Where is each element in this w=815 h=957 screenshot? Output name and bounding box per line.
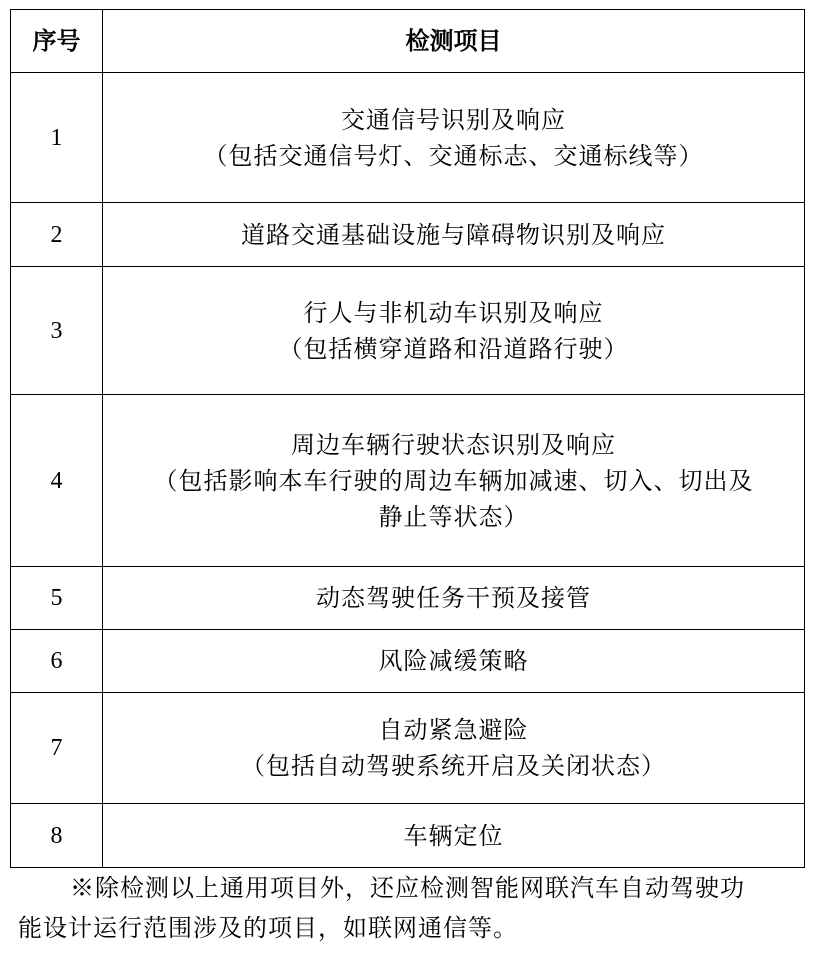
item-line: （包括交通信号灯、交通标志、交通标线等） [203, 141, 704, 170]
footnote-line-2: 能设计运行范围涉及的项目，如联网通信等。 [18, 914, 518, 942]
item-line: 周边车辆行驶状态识别及响应 [291, 430, 616, 459]
row-item [103, 267, 805, 395]
item-line: （包括横穿道路和沿道路行驶） [278, 334, 629, 363]
row-index: 4 [11, 395, 103, 567]
table-row [11, 73, 805, 203]
row-index: 3 [11, 267, 103, 395]
item-line: （包括自动驾驶系统开启及关闭状态） [241, 752, 666, 780]
table-row [11, 203, 805, 267]
row-item [103, 804, 805, 868]
row-item [103, 395, 805, 567]
footnote-line-1: ※除检测以上通用项目外，还应检测智能网联汽车自动驾驶功 [70, 874, 745, 902]
row-index: 7 [11, 693, 103, 804]
row-index: 8 [11, 804, 103, 868]
item-line: 自动紧急避险 [378, 716, 529, 744]
item-line: 道路交通基础设施与障碍物识别及响应 [241, 220, 666, 249]
inspection-items-table [10, 9, 805, 868]
item-line: 行人与非机动车识别及响应 [303, 298, 604, 327]
table-row [11, 267, 805, 395]
header-item: 检测项目 [103, 10, 805, 73]
table-row [11, 693, 805, 804]
item-line: 动态驾驶任务干预及接管 [316, 584, 591, 612]
header-index: 序号 [11, 10, 103, 73]
row-index: 6 [11, 630, 103, 693]
item-line: 车辆定位 [403, 821, 504, 850]
item-line: 风险减缓策略 [378, 647, 529, 675]
item-line: 交通信号识别及响应 [341, 105, 566, 134]
row-item [103, 630, 805, 693]
footnote [10, 868, 804, 948]
table-row [11, 804, 805, 868]
row-item [103, 567, 805, 630]
table-row [11, 395, 805, 567]
header-row [11, 10, 805, 73]
row-index: 5 [11, 567, 103, 630]
row-index: 1 [11, 73, 103, 203]
row-item [103, 203, 805, 267]
item-line: 静止等状态） [378, 502, 529, 531]
row-item [103, 693, 805, 804]
row-index: 2 [11, 203, 103, 267]
table-row [11, 630, 805, 693]
row-item [103, 73, 805, 203]
table-row [11, 567, 805, 630]
item-line: （包括影响本车行驶的周边车辆加减速、切入、切出及 [153, 466, 754, 495]
